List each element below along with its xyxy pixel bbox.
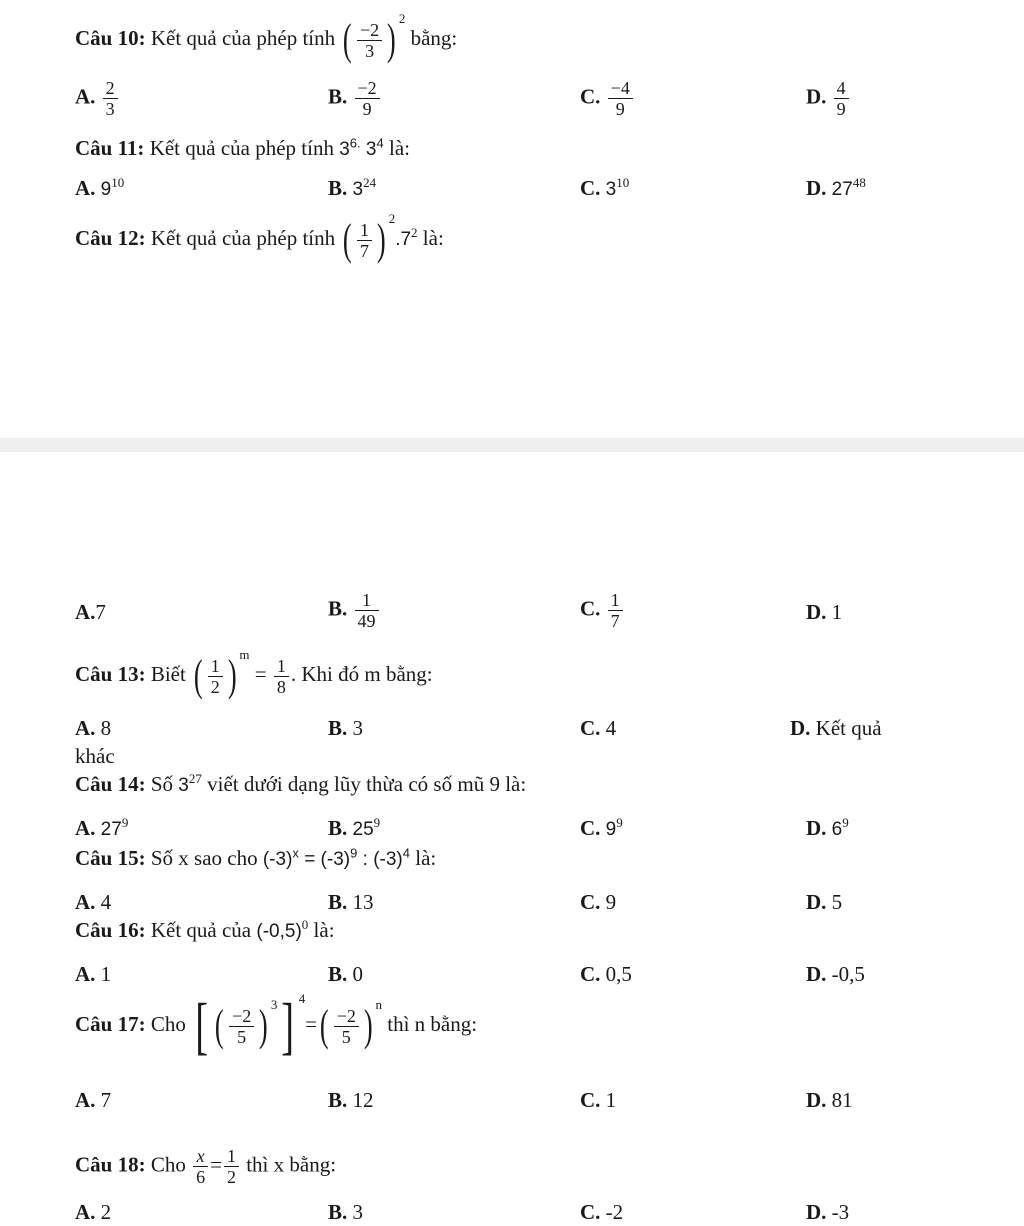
question-label: Câu 13: (75, 661, 146, 686)
question-label: Câu 12: (75, 225, 146, 250)
left-paren: ( (215, 1001, 225, 1050)
option-b: B. $3^{24}$ (328, 175, 377, 200)
math-expression: $3^{6.}$ $3^4$ (339, 135, 384, 160)
question-text-after: là: (388, 136, 410, 160)
option-d: D. 1 (806, 600, 843, 624)
left-paren: ( (343, 215, 353, 264)
option-c: C. 0,5 (580, 962, 632, 986)
option-b: B. 12 (328, 1088, 374, 1112)
question-text-after: là: (313, 918, 335, 942)
question-16: Câu 16: Kết quả của $(-0,5)^0$ là: (75, 917, 335, 942)
right-paren: ) (363, 1001, 373, 1050)
question-12: Câu 12: Kết quả của phép tính ( $\frac{1}{7}$ ) $^2.7^2$ là: (75, 210, 444, 264)
question-text: Cho (150, 1152, 186, 1177)
left-paren: ( (319, 1001, 329, 1050)
question-14: Câu 14: Số $3^{27}$ viết dưới dạng lũy thừa có số mũ 9 là: (75, 771, 527, 796)
question-18: Câu 18: Cho $\frac{x}{6}$ = $\frac{1}{2}$ thì x bằng: (75, 1146, 337, 1187)
question-text-after: bằng: (410, 25, 458, 50)
question-17: Câu 17: Cho [ ( $\frac{-2}{5}$ ) $^3$] $^4$=( $\frac{-2}{5}$ ) $^n$ thì n bằng: (75, 990, 478, 1061)
option-d: D. 81 (806, 1088, 853, 1112)
question-10 (75, 10, 458, 64)
question-text: Số (150, 772, 174, 796)
right-bracket: ] (281, 990, 295, 1061)
option-b: B. 3 (328, 1200, 364, 1224)
option-d: D. -3 (806, 1200, 850, 1224)
question-text-after: là: (415, 846, 437, 870)
question-13: Câu 13: Biết ( $\frac{1}{2}$ ) $^m$ = $\frac{1}{8}$ . Khi đó m bằng: (75, 646, 433, 700)
option-c: C. -2 (580, 1200, 624, 1224)
option-c: C. 4 (580, 716, 617, 740)
fraction: $\frac{-2}{5}$ (229, 1006, 254, 1047)
right-paren: ) (227, 651, 237, 700)
question-text: Cho (150, 1011, 186, 1036)
question-text: Kết quả của (150, 918, 252, 942)
question-text-after: thì x bằng: (246, 1152, 337, 1177)
option-a: A. $27^9$ (75, 815, 129, 840)
question-text: Biết (150, 661, 186, 686)
fraction: $\frac{-2}{3}$ (357, 20, 382, 61)
option-a: A. $\frac{2}{3}$ (75, 78, 120, 119)
left-paren: ( (343, 15, 353, 64)
question-label: Câu 16: (75, 918, 146, 942)
option-c: C. $\frac{1}{7}$ (580, 590, 625, 631)
question-label: Câu 14: (75, 772, 146, 796)
question-text-after: thì n bằng: (387, 1011, 478, 1036)
option-c: C. 1 (580, 1088, 617, 1112)
option-b: B. $25^9$ (328, 815, 381, 840)
fraction: $\frac{x}{6}$ (193, 1146, 208, 1187)
option-d: D. $27^{48}$ (806, 175, 866, 200)
page-divider (0, 438, 1024, 452)
option-b: B. 13 (328, 890, 374, 914)
question-label: Câu 11: (75, 136, 145, 160)
option-a: A. 2 (75, 1200, 112, 1224)
question-label: Câu 17: (75, 1011, 146, 1036)
option-a: A.7 (75, 600, 106, 624)
question-text: Kết quả của phép tính (149, 136, 334, 160)
question-text-after: là: (422, 225, 444, 250)
fraction: $\frac{1}{2}$ (208, 656, 223, 697)
question-label: Câu 18: (75, 1152, 146, 1177)
exponent: 2 (398, 10, 406, 26)
right-paren: ) (259, 1001, 268, 1050)
question-text-after: viết dưới dạng lũy thừa có số mũ 9 là: (207, 772, 527, 796)
left-bracket: [ (195, 990, 209, 1061)
left-paren: ( (194, 651, 203, 700)
option-b: B. $\frac{-2}{9}$ (328, 78, 382, 119)
option-c: C. 9 (580, 890, 617, 914)
option-a: A. $9^{10}$ (75, 175, 125, 200)
option-b: B. 0 (328, 962, 364, 986)
option-a: A. 8 (75, 716, 112, 740)
option-b: B. $\frac{1}{49}$ (328, 590, 381, 631)
option-d: D. Kết quả (790, 716, 882, 740)
option-d: D. -0,5 (806, 962, 865, 986)
option-d-wrap: khác (75, 744, 115, 768)
question-text: Kết quả của phép tính (150, 25, 336, 50)
option-b: B. 3 (328, 716, 364, 740)
option-d: D. $6^9$ (806, 815, 849, 840)
question-11 (75, 136, 410, 161)
option-d: D. $\frac{4}{9}$ (806, 78, 851, 119)
question-15: Câu 15: Số x sao cho $(-3)^x = (-3)^9$ : $(-3)^4$ là: (75, 845, 437, 870)
question-text: Số x sao cho (150, 846, 258, 870)
question-text: Kết quả của phép tính (150, 225, 336, 250)
option-c: C. $9^9$ (580, 815, 623, 840)
option-a: A. 7 (75, 1088, 112, 1112)
fraction: $\frac{1}{7}$ (357, 220, 372, 261)
option-a: A. 4 (75, 890, 112, 914)
option-c: C. $\frac{-4}{9}$ (580, 78, 635, 119)
option-c: C. $3^{10}$ (580, 175, 630, 200)
question-text-after: . Khi đó m bằng: (290, 661, 433, 686)
right-paren: ) (376, 215, 386, 264)
question-label: Câu 10: (75, 25, 146, 50)
question-label: Câu 15: (75, 846, 146, 870)
option-d: D. 5 (806, 890, 843, 914)
option-a: A. 1 (75, 962, 112, 986)
right-paren: ) (387, 15, 396, 64)
